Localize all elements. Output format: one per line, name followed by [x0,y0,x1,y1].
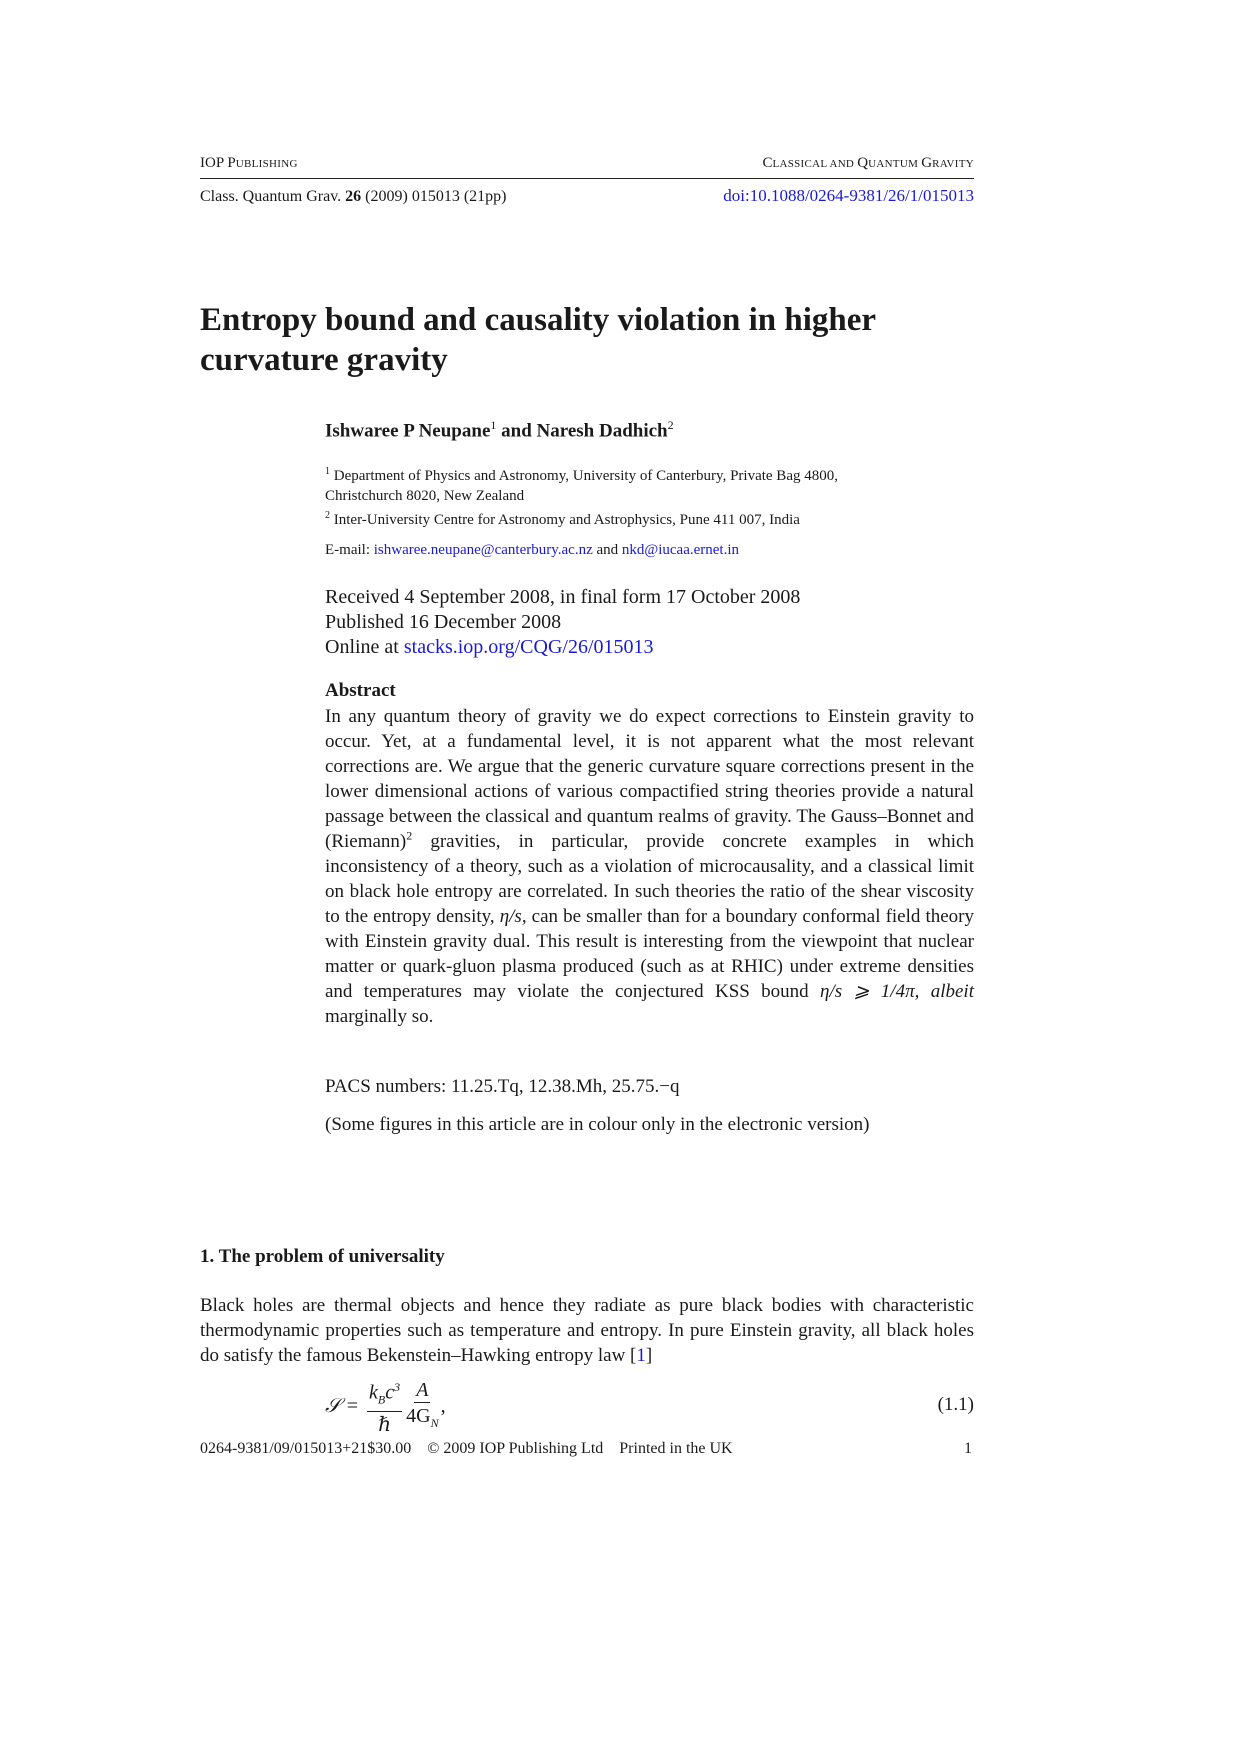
email-line: E-mail: ishwaree.neupane@canterbury.ac.nz and nkd@iucaa.ernet.in [325,542,740,558]
doi-link[interactable]: doi:10.1088/0264-9381/26/1/015013 [723,186,974,205]
fraction-constants: $\frac{k_Bc^3}{\text{ℏ}}$ [367,1376,402,1437]
abstract-heading: Abstract [325,680,396,701]
author-list: Ishwaree P Neupane$^1$ and Naresh Dadhich$^2$ [325,418,674,442]
published-date: Published 16 December 2008 [325,611,562,633]
pacs-numbers: PACS numbers: 11.25.Tq, 12.38.Mh, 25.75.−q [325,1076,680,1097]
section-heading: 1. The problem of universality [200,1246,445,1267]
author-name: Ishwaree P Neupane [325,420,491,442]
page-number: 1 [964,1440,972,1457]
publication-dates [325,585,974,660]
reference-link[interactable]: 1 [636,1345,646,1366]
journal-citation: Class. Quantum Grav. 26 (2009) 015013 (21pp) [200,188,507,205]
colour-note: (Some figures in this article are in colour only in the electronic version) [325,1114,870,1135]
received-date: Received 4 September 2008, in final form 17 October 2008 [325,586,801,608]
email-link[interactable]: nkd@iucaa.ernet.in [621,542,740,558]
email-link[interactable]: ishwaree.neupane@canterbury.ac.nz [373,542,593,558]
publisher-name: IOP PUBLISHING [200,155,298,171]
author-name: Naresh Dadhich [536,420,668,442]
paper-title: Entropy bound and causality violation in higher curvature gravity [200,302,876,378]
footer-info: 0264-9381/09/015013+21$30.00 © 2009 IOP Publishing Ltd Printed in the UK [200,1440,733,1457]
online-link[interactable]: stacks.iop.org/CQG/26/015013 [403,636,654,658]
section-paragraph: Black holes are thermal objects and hence they radiate as pure black bodies with characteristic thermodynamic properties such as temperature and entropy. In pure Einstein gravity, all black holes do satisfy the famous Bekenstein–Hawking entropy law [1] [200,1295,974,1366]
journal-name: CLASSICAL AND QUANTUM GRAVITY [762,155,974,171]
header-rule [200,178,974,179]
affiliations [325,462,974,530]
online-line: Online at stacks.iop.org/CQG/26/015013 [325,636,654,658]
affiliation: $^1$ Department of Physics and Astronomy, University of Canterbury, Private Bag 4800, Christchurch 8020, New Zealand [325,466,838,504]
entropy-symbol: 𝒮 = [325,1394,359,1417]
abstract-text: In any quantum theory of gravity we do expect corrections to Einstein gravity to occur. Yet, at a fundamental level, it is not apparent what the most relevant corrections are. We argue that the generic curvature square corrections present in the lower dimensional actions of various compactified string theories provide a natural passage between the classical and quantum realms of gravity. The Gauss–Bonnet and (Riemann)$^2$ gravities, in particular, provide concrete examples in which inconsistency of a theory, such as a violation of microcausality, and a classical limit on black hole entropy are correlated. In such theories the ratio of the shear viscosity to the entropy density, η/s, can be smaller than for a boundary conformal field theory with Einstein gravity dual. This result is interesting from the viewpoint that nuclear matter or quark-gluon plasma produced (such as at RHIC) under extreme densities and temperatures may violate the conjectured KSS bound η/s ⩾ 1/4π, albeit marginally so. [325,706,974,1027]
fraction-area: $\frac{A}{4G_N}$ [406,1378,439,1430]
equation-number: (1.1) [937,1394,974,1415]
equation-1-1: 𝒮 = $\frac{k_Bc^3}{\text{ℏ}}$ $\frac{A}{4G_N}$ , (1.1) [325,1378,974,1434]
affiliation: $^2$ Inter-University Centre for Astronomy and Astrophysics, Pune 411 007, India [325,510,800,528]
